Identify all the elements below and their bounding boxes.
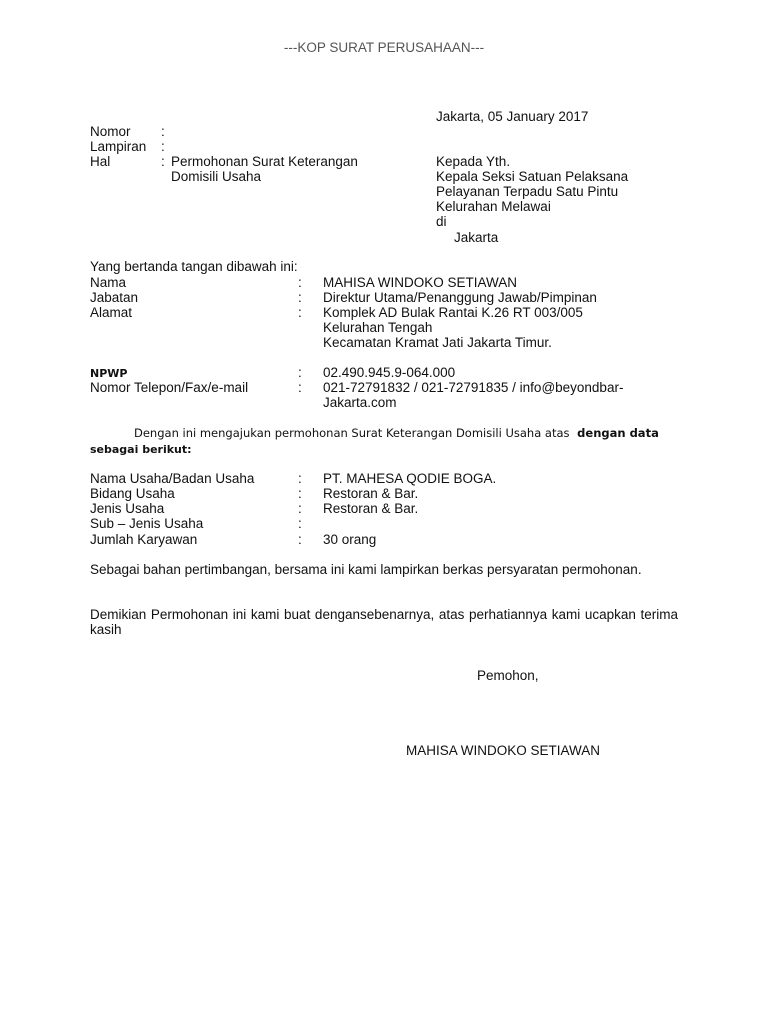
letterhead-placeholder: ---KOP SURAT PERUSAHAAN--- bbox=[283, 40, 485, 55]
jumlah-karyawan-label: Jumlah Karyawan bbox=[90, 532, 198, 547]
alamat-line-2: Kelurahan Tengah bbox=[323, 320, 433, 335]
paragraph-attachment: Sebagai bahan pertimbangan, bersama ini kami lampirkan berkas persyaratan permohonan. bbox=[90, 562, 642, 577]
request-text: Dengan ini mengajukan permohonan Surat Keterangan Domisili Usaha atas bbox=[134, 426, 570, 440]
nama-usaha-label: Nama Usaha/Badan Usaha bbox=[90, 471, 255, 486]
jenis-usaha-value: Restoran & Bar. bbox=[323, 501, 419, 516]
jenis-usaha-label: Jenis Usaha bbox=[90, 501, 165, 516]
jabatan-colon: : bbox=[298, 290, 302, 305]
recipient-line-6: Jakarta bbox=[454, 230, 499, 245]
lampiran-colon: : bbox=[161, 139, 165, 154]
jumlah-karyawan-colon: : bbox=[298, 532, 302, 547]
telp-line-2: Jakarta.com bbox=[323, 395, 397, 410]
npwp-value: 02.490.945.9-064.000 bbox=[323, 365, 456, 380]
pemohon-label: Pemohon, bbox=[477, 668, 539, 683]
recipient-line-3: Pelayanan Terpadu Satu Pintu bbox=[436, 184, 619, 199]
place-date: Jakarta, 05 January 2017 bbox=[436, 109, 589, 124]
recipient-line-4: Kelurahan Melawai bbox=[436, 199, 551, 214]
jumlah-karyawan-value: 30 orang bbox=[323, 532, 377, 547]
sub-jenis-usaha-colon: : bbox=[298, 516, 302, 531]
jabatan-value: Direktur Utama/Penanggung Jawab/Pimpinan bbox=[323, 290, 597, 305]
alamat-colon: : bbox=[298, 305, 302, 320]
hal-line-2: Domisili Usaha bbox=[171, 169, 262, 184]
request-bold-1: dengan data bbox=[577, 426, 659, 440]
alamat-line-1: Komplek AD Bulak Rantai K.26 RT 003/005 bbox=[323, 305, 583, 320]
npwp-colon: : bbox=[298, 365, 302, 380]
nomor-colon: : bbox=[161, 124, 165, 139]
recipient-line-1: Kepada Yth. bbox=[436, 154, 511, 169]
intro-text: Yang bertanda tangan dibawah ini: bbox=[90, 259, 298, 274]
hal-colon: : bbox=[161, 154, 165, 169]
sub-jenis-usaha-label: Sub – Jenis Usaha bbox=[90, 516, 204, 531]
nama-usaha-value: PT. MAHESA QODIE BOGA. bbox=[323, 471, 497, 486]
nama-label: Nama bbox=[90, 275, 127, 290]
telp-line-1: 021-72791832 / 021-72791835 / info@beyondbar- bbox=[323, 380, 624, 395]
paragraph-closing: Demikian Permohonan ini kami buat dengansebenarnya, atas perhatiannya kami ucapkan terima kasih bbox=[90, 607, 678, 637]
hal-label: Hal bbox=[90, 154, 111, 169]
recipient-line-2: Kepala Seksi Satuan Pelaksana bbox=[436, 169, 629, 184]
recipient-line-5: di bbox=[436, 214, 447, 229]
nama-usaha-colon: : bbox=[298, 471, 302, 486]
npwp-label: NPWP bbox=[90, 367, 128, 380]
alamat-label: Alamat bbox=[90, 305, 133, 320]
telp-colon: : bbox=[298, 380, 302, 395]
bidang-usaha-colon: : bbox=[298, 486, 302, 501]
request-sentence bbox=[134, 426, 659, 441]
telp-label: Nomor Telepon/Fax/e-mail bbox=[90, 380, 249, 395]
nama-value: MAHISA WINDOKO SETIAWAN bbox=[323, 275, 518, 290]
alamat-line-3: Kecamatan Kramat Jati Jakarta Timur. bbox=[323, 335, 552, 350]
hal-line-1: Permohonan Surat Keterangan bbox=[171, 154, 358, 169]
nomor-label: Nomor bbox=[90, 124, 131, 139]
bidang-usaha-value: Restoran & Bar. bbox=[323, 486, 419, 501]
nama-colon: : bbox=[298, 275, 302, 290]
jabatan-label: Jabatan bbox=[90, 290, 139, 305]
jenis-usaha-colon: : bbox=[298, 501, 302, 516]
signer-name: MAHISA WINDOKO SETIAWAN bbox=[406, 743, 601, 758]
request-bold-2: sebagai berikut: bbox=[90, 443, 192, 456]
bidang-usaha-label: Bidang Usaha bbox=[90, 486, 175, 501]
lampiran-label: Lampiran bbox=[90, 139, 147, 154]
